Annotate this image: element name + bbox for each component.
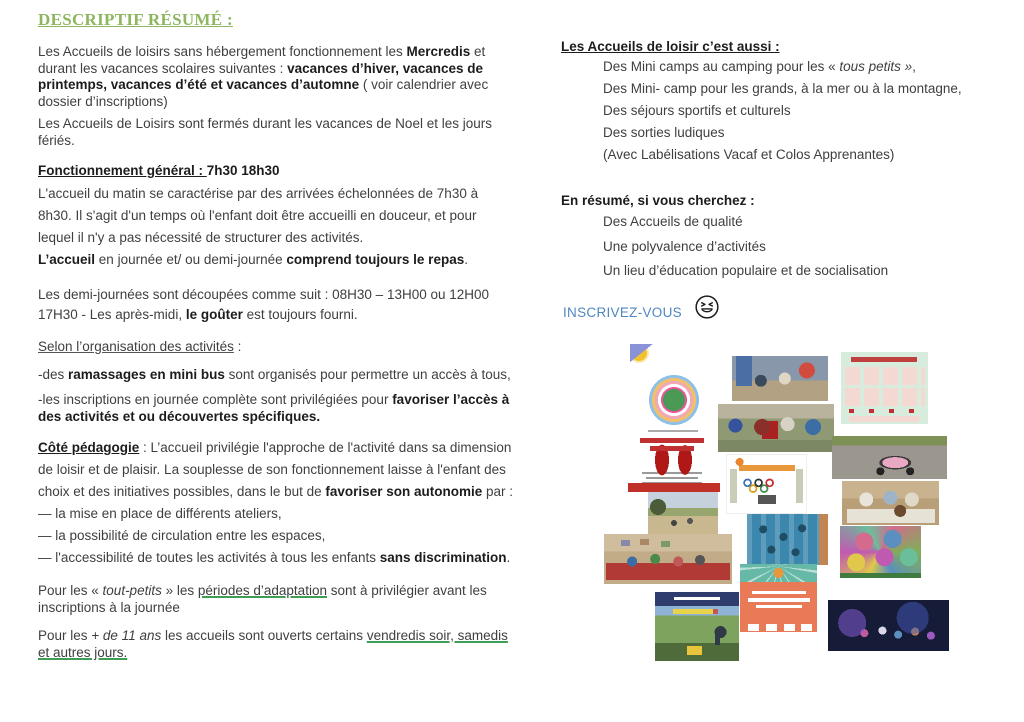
paragraph-pedagogie: Côté pédagogie : L’accueil privilégie l'approche de l'activité dans sa dimension de loisir et de plaisir. La souplesse de son fonctionnement laisse à l'enfant des choix et des initiatives possibles, dans le but de favoriser son autonomie par : xyxy=(38,440,513,499)
list-item: Une polyvalence d’activités xyxy=(603,238,766,254)
photo-evening-party xyxy=(828,600,949,651)
photo-paint-splash-mat xyxy=(840,526,921,578)
photo-children-dancing xyxy=(732,356,828,401)
paragraph-full-day: -les inscriptions en journée complète sont privilégiées pour favoriser l’accès à des activités et ou découvertes spécifiques. xyxy=(38,392,510,424)
poster-wednesday-program xyxy=(841,352,928,424)
photo-collage xyxy=(595,335,960,670)
photo-craft-table xyxy=(842,481,939,525)
list-item: Des Mini camps au camping pour les « tous petits », xyxy=(603,59,916,74)
poster-kids-activities xyxy=(630,344,715,487)
list-circulation: — la possibilité de circulation entre les espaces, xyxy=(38,528,326,543)
photo-swimming-pool xyxy=(747,514,828,565)
list-item: Un lieu d’éducation populaire et de socialisation xyxy=(603,263,889,278)
poster-defi-bouger xyxy=(740,564,817,632)
list-item: Des sorties ludiques xyxy=(603,125,725,140)
list-item: Des séjours sportifs et culturels xyxy=(603,103,791,118)
cta-row xyxy=(561,300,1011,326)
heading-organisation: Selon l’organisation des activités : xyxy=(38,339,242,354)
photo-pink-gokart xyxy=(832,436,947,479)
paragraph-morning-welcome: L'accueil du matin se caractérise par des arrivées échelonnées de 7h30 à 8h30. Il s'agit d'un temps où l'enfant doit être accueilli en douceur, et pour lequel il n'y a pas nécessité de structurer des activités. xyxy=(38,186,479,245)
poster-mountain-travel xyxy=(655,592,739,661)
paragraph-meal-included: L’accueil en journée et/ ou demi-journée comprend toujours le repas. xyxy=(38,252,468,267)
paragraph-half-days: Les demi-journées sont découpées comme suit : 08H30 – 13H00 ou 12H00 17H30 - Les après-midi, le goûter est toujours fourni. xyxy=(38,287,490,322)
paragraph-plus-11-ans: Pour les + de 11 ans les accueils sont ouverts certains vendredis soir, samedis et autres jours. xyxy=(38,628,508,660)
photo-classroom-meal xyxy=(604,534,732,584)
list-loisir-aussi xyxy=(561,56,1011,166)
photo-group-outing xyxy=(718,404,834,452)
photo-country-path xyxy=(628,483,720,535)
paragraph-closed-days: Les Accueils de Loisirs sont fermés durant les vacances de Noel et les jours fériés. xyxy=(38,116,492,148)
right-column xyxy=(561,38,1011,326)
laughing-emoji-icon xyxy=(694,294,720,320)
list-item: Des Accueils de qualité xyxy=(603,214,743,229)
list-item: Des Mini- camp pour les grands, à la mer ou à la montagne, xyxy=(603,81,962,96)
page-title: DESCRIPTIF RÉSUMÉ : xyxy=(38,10,233,29)
list-accessibilite: — l'accessibilité de toutes les activités à tous les enfants sans discrimination. xyxy=(38,550,511,565)
heading-loisir-aussi: Les Accueils de loisir c’est aussi : xyxy=(561,39,780,54)
left-column xyxy=(38,10,514,661)
paragraph-minibus: -des ramassages en mini bus sont organisés pour permettre un accès à tous, xyxy=(38,366,511,382)
paragraph-tout-petits: Pour les « tout-petits » les périodes d’adaptation sont à privilégier avant les inscriptions à la journée xyxy=(38,583,487,615)
paragraph-opening-hours: Les Accueils de loisirs sans hébergement fonctionnement les Mercredis et durant les vacances scolaires suivantes : vacances d’hiver, vacances de printemps, vacances d’été et vacances d’automne ( voir calendrier avec dossier d’inscriptions) xyxy=(38,44,489,109)
inscrivez-vous-link[interactable]: INSCRIVEZ-VOUS xyxy=(563,304,682,320)
list-ateliers: — la mise en place de différents ateliers, xyxy=(38,506,282,521)
heading-fonctionnement: Fonctionnement général : 7h30 18h30 xyxy=(38,163,280,178)
heading-en-resume: En résumé, si vous cherchez : xyxy=(561,193,755,208)
list-en-resume xyxy=(561,210,1011,284)
list-item: (Avec Labélisations Vacaf et Colos Apprenantes) xyxy=(603,147,895,162)
poster-olympics xyxy=(726,454,807,514)
